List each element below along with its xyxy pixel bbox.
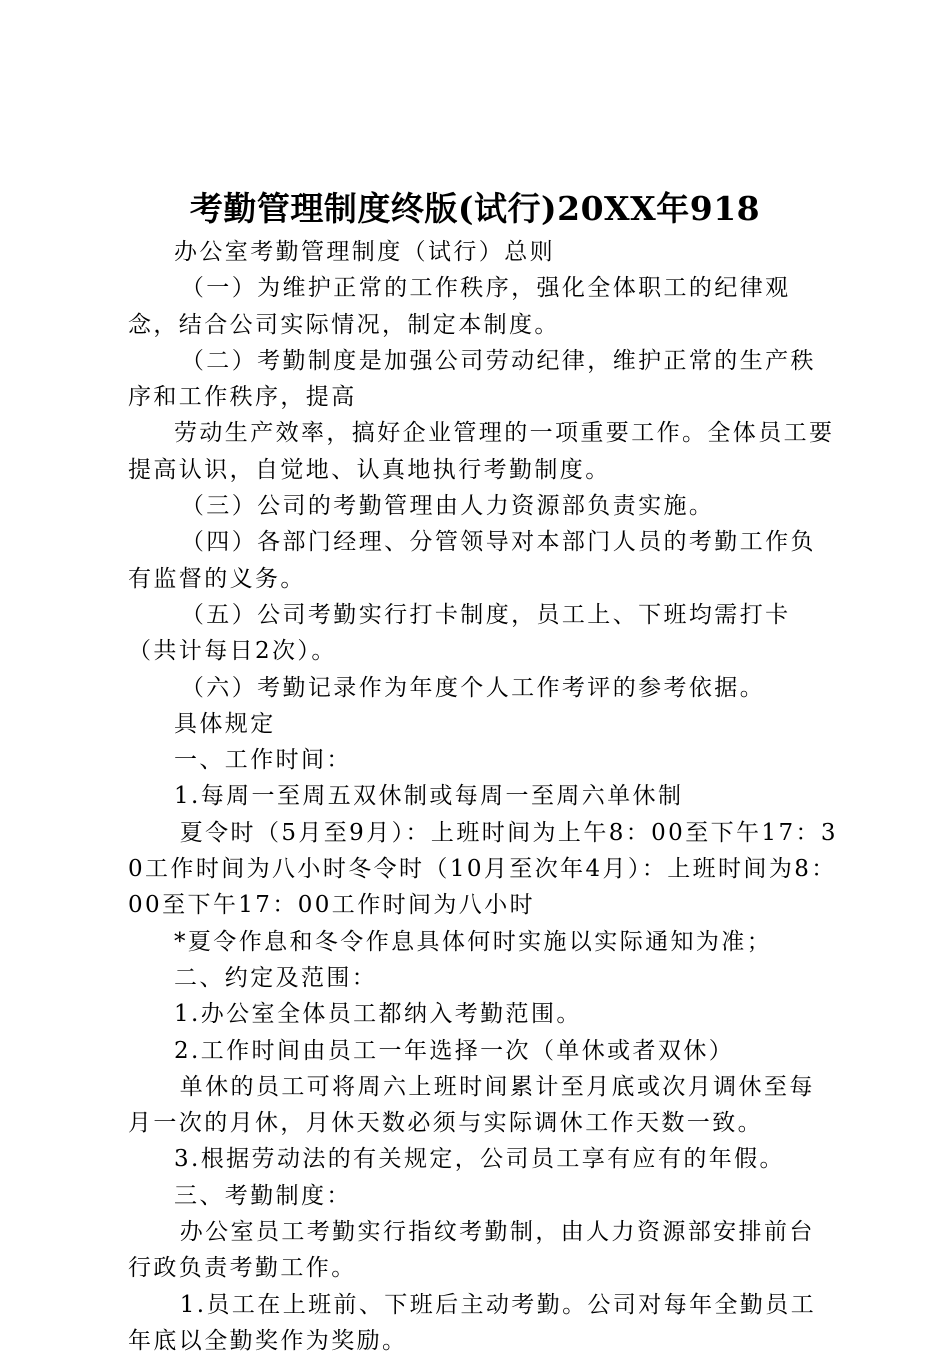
paragraph-work-hours: 夏令时（5月至9月）：上班时间为上午8：00至下午17：30工作时间为八小时冬令时（10月至次年4月）：上班时间为8：00至下午17：00工作时间为八小时	[128, 819, 838, 919]
paragraph-clause-1: （一）为维护正常的工作秩序，强化全体职工的纪律观念，结合公司实际情况，制定本制度。	[128, 275, 791, 338]
paragraph-section-3-heading: 三、考勤制度：	[174, 1182, 352, 1209]
paragraph-section-1-heading: 一、工作时间：	[174, 747, 352, 774]
paragraph-clause-2-continued: 劳动生产效率，搞好企业管理的一项重要工作。全体员工要提高认识，自觉地、认真地执行考勤制度。	[128, 420, 835, 483]
paragraph-section-3-item-1: 1.员工在上班前、下班后主动考勤。公司对每年全勤员工年底以全勤奖作为奖励。	[128, 1291, 817, 1354]
paragraph-section-2-item-1: 1.办公室全体员工都纳入考勤范围。	[174, 1001, 582, 1028]
paragraph-schedule-note: *夏令作息和冬令作息具体何时实施以实际通知为准；	[174, 928, 773, 955]
paragraph-section-2-heading: 二、约定及范围：	[174, 964, 378, 991]
paragraph-single-rest-note: 单休的员工可将周六上班时间累计至月底或次月调休至每月一次的月休，月休天数必须与实际调休工作天数一致。	[128, 1073, 815, 1137]
paragraph-clause-6: （六）考勤记录作为年度个人工作考评的参考依据。	[180, 674, 766, 701]
paragraph-section-2-item-2: 2.工作时间由员工一年选择一次（单休或者双休）	[174, 1037, 735, 1064]
document-title: 考勤管理制度终版(试行)20XX年918	[189, 189, 761, 228]
paragraph-general-heading: 办公室考勤管理制度（试行）总则	[174, 239, 555, 265]
paragraph-clause-3: （三）公司的考勤管理由人力资源部负责实施。	[180, 493, 715, 520]
document-body	[128, 234, 838, 1359]
paragraph-specific-rules-heading: 具体规定	[174, 710, 276, 737]
paragraph-clause-4: （四）各部门经理、分管领导对本部门人员的考勤工作负有监督的义务。	[128, 529, 816, 592]
paragraph-section-1-item-1: 1.每周一至周五双休制或每周一至周六单休制	[174, 783, 684, 810]
paragraph-clause-2: （二）考勤制度是加强公司劳动纪律，维护正常的生产秩序和工作秩序，提高	[128, 347, 816, 411]
paragraph-clause-5: （五）公司考勤实行打卡制度，员工上、下班均需打卡（共计每日2次）。	[128, 601, 791, 665]
paragraph-fingerprint-attendance: 办公室员工考勤实行指纹考勤制，由人力资源部安排前台行政负责考勤工作。	[128, 1219, 815, 1282]
paragraph-section-2-item-3: 3.根据劳动法的有关规定，公司员工享有应有的年假。	[174, 1146, 785, 1173]
